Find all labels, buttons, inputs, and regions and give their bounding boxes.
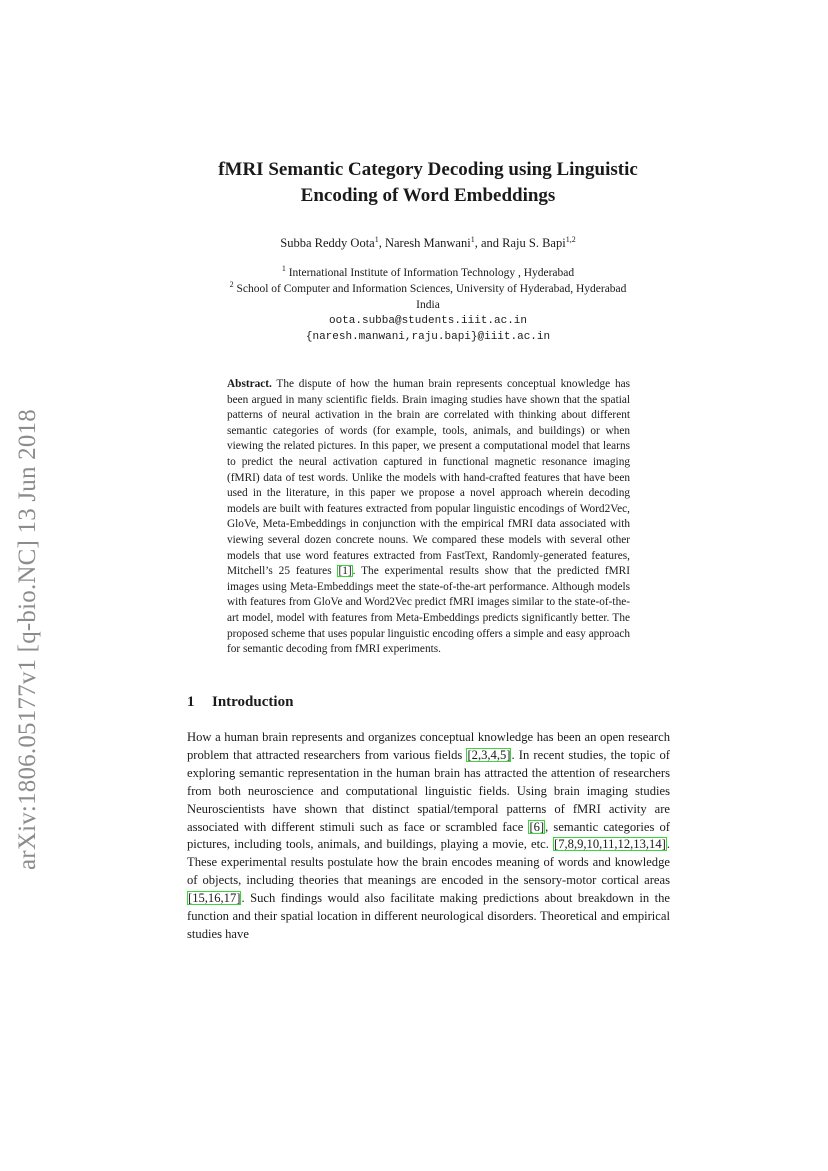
section-heading — [187, 694, 293, 711]
email-address[interactable]: oota.subba@students.iiit.ac.in — [328, 315, 528, 327]
affiliation-2-country: India — [416, 299, 440, 311]
abstract-text: . The experimental results show that the predicted fMRI images using Meta-Embeddings meet the state-of-the-art performance. Although models with features from GloVe and Word2Vec predict fMRI images similar to the state-of-the-art model, model with features from Meta-Embeddings predicts significantly better. The proposed scheme that uses popular linguistic encoding offers a simple and easy approach for semantic decoding from fMRI experiments. — [227, 565, 630, 656]
introduction-paragraph — [187, 729, 670, 944]
body-text: . In recent studies, the topic of exploring semantic representation in the human brain has attracted the attention of researchers from both neuroscience and computational linguistic fields. Using brain imaging studies Neuroscientists have shown that distinct spatial/temporal patterns of fMRI activity are associated with different stimuli such as face or scrambled face — [187, 747, 670, 834]
affiliation-mark: 1 — [281, 264, 286, 274]
author-name: Naresh Manwani — [384, 236, 471, 250]
affiliation-text: School of Computer and Information Sciences, University of Hyderabad, Hyderabad — [233, 283, 627, 295]
abstract-text: The dispute of how the human brain represents conceptual knowledge has been argued in many scientific fields. Brain imaging studies have shown that the spatial patterns of neural activation in the brain are correlated with thinking about different semantic categories of words (for example, tools, animals, and buildings) or when viewing the related pictures. In this paper, we present a computational model that learns to predict the neural activation captured in functional magnetic resonance imaging (fMRI) data of test words. Unlike the models with hand-crafted features that have been used in the literature, in this paper we propose a novel approach wherein decoding models are built with features extracted from popular linguistic encodings of Word2Vec, GloVe, Meta-Embeddings in conjunction with the empirical fMRI data associated with viewing several dozen concrete nouns. We compared these models with several other models that use word features extracted from FastText, Randomly-generated features, Mitchell’s 25 features — [227, 378, 630, 578]
abstract-label: Abstract. — [227, 378, 272, 390]
citation-link[interactable]: [6] — [529, 819, 545, 834]
author-affil-mark: 1 — [470, 234, 475, 244]
arxiv-identifier-stamp: arXiv:1806.05177v1 [q-bio.NC] 13 Jun 2018 — [14, 409, 41, 870]
section-title: Introduction — [212, 694, 294, 710]
title-line-2: Encoding of Word Embeddings — [300, 185, 556, 206]
body-text: , semantic categories of pictures, including tools, animals, and buildings, playing a movie, etc. — [187, 819, 670, 852]
section-number: 1 — [187, 694, 195, 710]
citation-link[interactable]: [7,8,9,10,11,12,13,14] — [554, 837, 666, 852]
affiliation-2 — [160, 281, 696, 297]
citation-link[interactable]: [1] — [338, 565, 352, 578]
author-separator: , — [378, 236, 385, 250]
citation-link[interactable]: [2,3,4,5] — [467, 747, 511, 762]
body-text: . These experimental results postulate how the brain encodes meaning of words and knowledge of objects, including theories that meanings are encoded in the sensory-motor cortical areas — [187, 837, 670, 888]
author-affil-mark: 1,2 — [565, 234, 576, 244]
body-text: How a human brain represents and organizes conceptual knowledge has been an open research problem that attracted researchers from various fields — [187, 730, 670, 762]
affiliation-1 — [160, 265, 696, 281]
author-list — [160, 236, 696, 251]
affiliation-mark: 2 — [229, 280, 234, 290]
author-name: Subba Reddy Oota — [280, 236, 375, 250]
affiliations — [160, 265, 696, 345]
author-affil-mark: 1 — [374, 234, 379, 244]
author-name: Raju S. Bapi — [502, 236, 566, 250]
email-address[interactable]: {naresh.manwani,raju.bapi}@iiit.ac.in — [305, 331, 551, 343]
affiliation-text: International Institute of Information Technology , Hyderabad — [285, 267, 575, 279]
author-separator: , and — [474, 236, 503, 250]
title-line-1: fMRI Semantic Category Decoding using Linguistic — [218, 159, 638, 180]
paper-title — [160, 157, 696, 209]
body-text: . Such findings would also facilitate making predictions about breakdown in the function and their spatial location in different neurological disorders. Theoretical and empirical studies have — [187, 891, 670, 941]
abstract — [227, 377, 630, 658]
citation-link[interactable]: [15,16,17] — [188, 891, 241, 906]
